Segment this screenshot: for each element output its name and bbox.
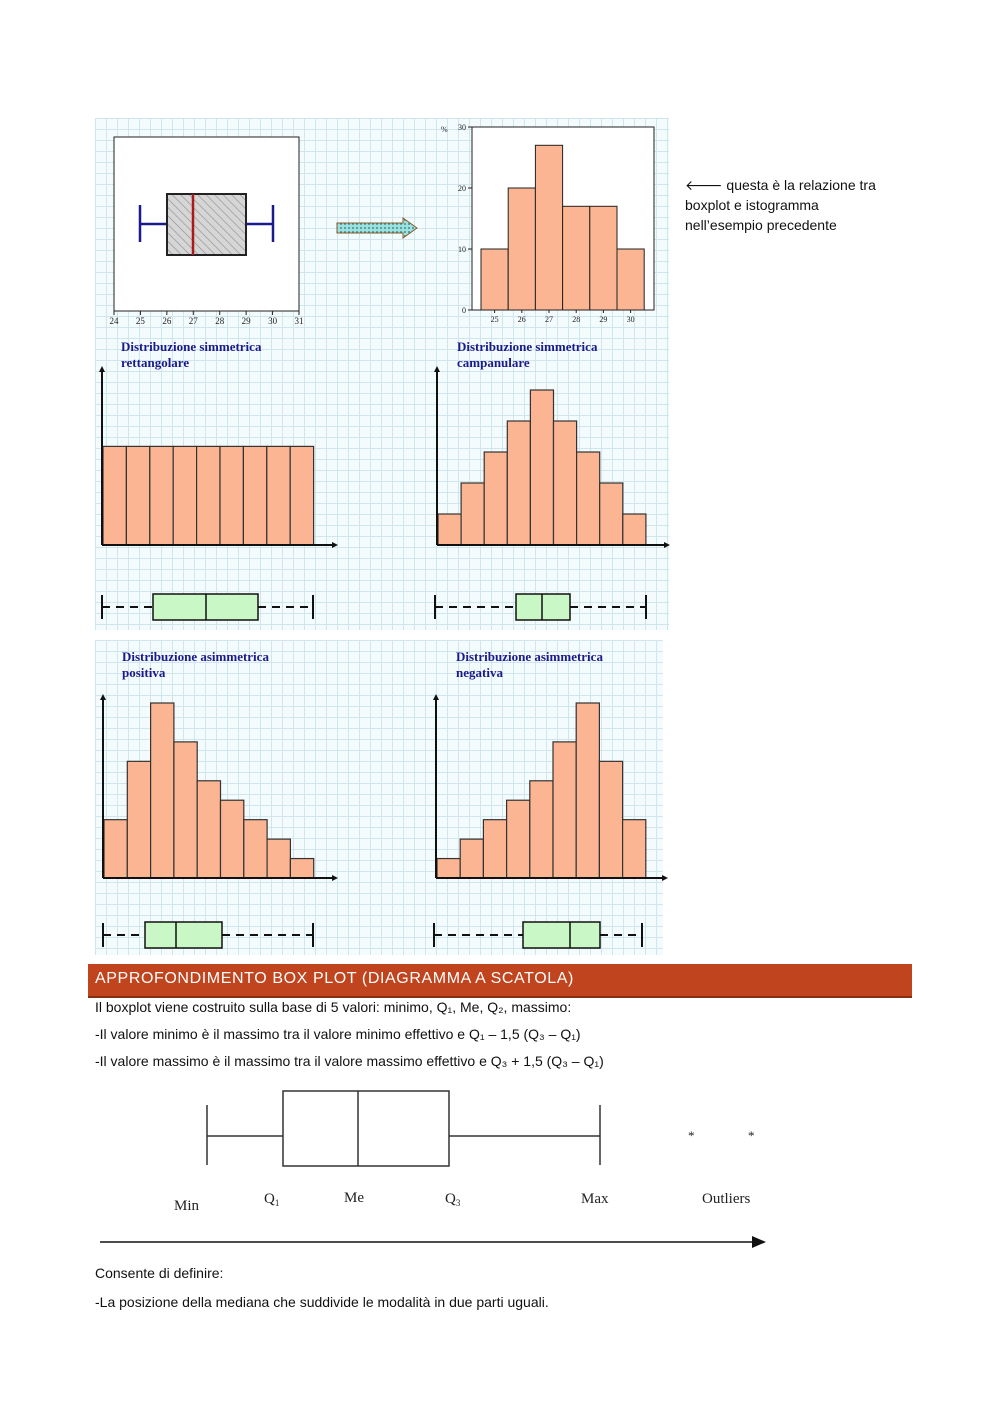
section-heading-bar	[88, 964, 912, 998]
distribution-panel	[433, 694, 668, 948]
dist-title-negative: Distribuzione asimmetrica negativa	[456, 649, 603, 680]
boxplot-tick-label: 30	[268, 316, 278, 326]
distribution-bar	[220, 446, 243, 545]
label-q3: $Q_3$	[445, 1191, 461, 1208]
boxplot-tick-label: 28	[215, 316, 225, 326]
distribution-bar	[174, 742, 197, 878]
distribution-bar	[623, 514, 646, 545]
distribution-bar	[623, 820, 646, 878]
axis-arrow-icon	[662, 875, 668, 881]
distribution-bar	[197, 781, 220, 878]
distribution-bar	[438, 514, 461, 545]
distribution-panel	[99, 366, 338, 620]
distribution-bar	[530, 781, 553, 878]
distribution-bar	[151, 703, 174, 878]
distribution-boxplot	[103, 922, 313, 948]
relation-note-line-2: boxplot e istogramma	[685, 197, 819, 213]
distribution-bar	[577, 452, 600, 545]
distribution-bar	[553, 742, 576, 878]
dist-title-rectangular: Distribuzione simmetrica rettangolare	[121, 339, 262, 370]
boxplot-tick-label: 27	[188, 316, 198, 326]
footer-line-1: Consente di definire:	[95, 1265, 224, 1281]
distribution-bar	[127, 761, 150, 878]
distribution-bar	[576, 703, 599, 878]
histogram-x-tick-label: 27	[545, 315, 553, 324]
distribution-boxplot	[434, 922, 642, 948]
boxplot-tick-label: 29	[241, 316, 251, 326]
boxplot-tick-label: 25	[135, 316, 145, 326]
distribution-bar	[103, 446, 126, 545]
histogram-x-tick-label: 28	[572, 315, 581, 324]
label-outliers: Outliers	[702, 1191, 751, 1207]
distribution-bar	[126, 446, 149, 545]
axis-arrow-icon	[664, 542, 670, 548]
distribution-bar	[437, 859, 460, 878]
distribution-panel	[100, 694, 338, 948]
histogram-x-tick-label: 26	[517, 315, 526, 324]
distribution-bar	[173, 446, 196, 545]
distribution-bar	[461, 483, 484, 545]
axis-arrow-icon	[332, 875, 338, 881]
label-q1: $Q_1$	[264, 1191, 280, 1208]
relation-note-line-1: 🡐 questa è la relazione tra	[685, 177, 876, 193]
distribution-bar	[243, 446, 266, 545]
distribution-bar	[290, 446, 313, 545]
arrow-head-icon	[752, 1236, 766, 1248]
distribution-bar	[460, 839, 483, 878]
outlier-mark-1: *	[688, 1128, 695, 1143]
boxplot-tick-label: 24	[109, 316, 119, 326]
distribution-bar	[507, 800, 530, 878]
dist-title-positive: Distribuzione asimmetrica positiva	[122, 649, 269, 680]
axis-arrow-icon	[433, 694, 439, 700]
distribution-bar	[150, 446, 173, 545]
distribution-panel	[434, 366, 670, 620]
histogram-y-tick-label: 20	[458, 184, 466, 193]
distribution-boxplot	[102, 594, 313, 620]
distribution-bar	[483, 820, 506, 878]
label-max: Max	[581, 1191, 609, 1207]
histogram-x-tick-label: 29	[599, 315, 608, 324]
boxplot-tick-label: 26	[162, 316, 172, 326]
label-me: Me	[344, 1190, 364, 1206]
axis-arrow-icon	[100, 694, 106, 700]
histogram-y-tick-label: 10	[458, 245, 466, 254]
label-min: Min	[174, 1198, 200, 1214]
axis-arrow-icon	[99, 366, 105, 372]
histogram-y-tick-label: 30	[458, 123, 466, 132]
distribution-bar	[484, 452, 507, 545]
relation-note-line-3: nell’esempio precedente	[685, 217, 837, 233]
paragraph-line-2: -Il valore minimo è il massimo tra il valore minimo effettivo e Q₁ – 1,5 (Q₃ – Q₁)	[95, 1026, 581, 1042]
distribution-bar	[554, 421, 577, 545]
distribution-bar	[267, 446, 290, 545]
distribution-bar	[221, 800, 244, 878]
histogram-x-tick-label: 30	[626, 315, 635, 324]
distribution-bar	[507, 421, 530, 545]
distribution-boxplot	[435, 594, 646, 620]
distribution-bar	[290, 859, 313, 878]
section-heading: APPROFONDIMENTO BOX PLOT (DIAGRAMMA A SCATOLA)	[95, 970, 574, 987]
histogram-y-label: %	[441, 125, 448, 134]
paragraph-line-3: -Il valore massimo è il massimo tra il valore massimo effettivo e Q₃ + 1,5 (Q₃ – Q₁)	[95, 1053, 604, 1069]
boxplot-diagram	[0, 1080, 1000, 1260]
paragraph-line-1: Il boxplot viene costruito sulla base di 5 valori: minimo, Q₁, Me, Q₂, massimo:	[95, 999, 572, 1015]
distribution-bar	[244, 820, 267, 878]
distribution-bar	[267, 839, 290, 878]
distribution-bar	[600, 483, 623, 545]
distribution-bar	[599, 761, 622, 878]
boxplot-tick-label: 31	[294, 316, 304, 326]
distribution-bar	[104, 820, 127, 878]
histogram-y-tick-label: 0	[462, 306, 466, 315]
distribution-bar	[530, 390, 553, 545]
outlier-mark-2: *	[748, 1128, 755, 1143]
axis-arrow-icon	[332, 542, 338, 548]
dist-title-bell: Distribuzione simmetrica campanulare	[457, 339, 598, 370]
footer-line-2: -La posizione della mediana che suddivide le modalità in due parti uguali.	[95, 1294, 549, 1310]
axis-arrow-icon	[434, 366, 440, 372]
diagram-box	[283, 1091, 449, 1166]
histogram-x-tick-label: 25	[490, 315, 499, 324]
distribution-bar	[197, 446, 220, 545]
